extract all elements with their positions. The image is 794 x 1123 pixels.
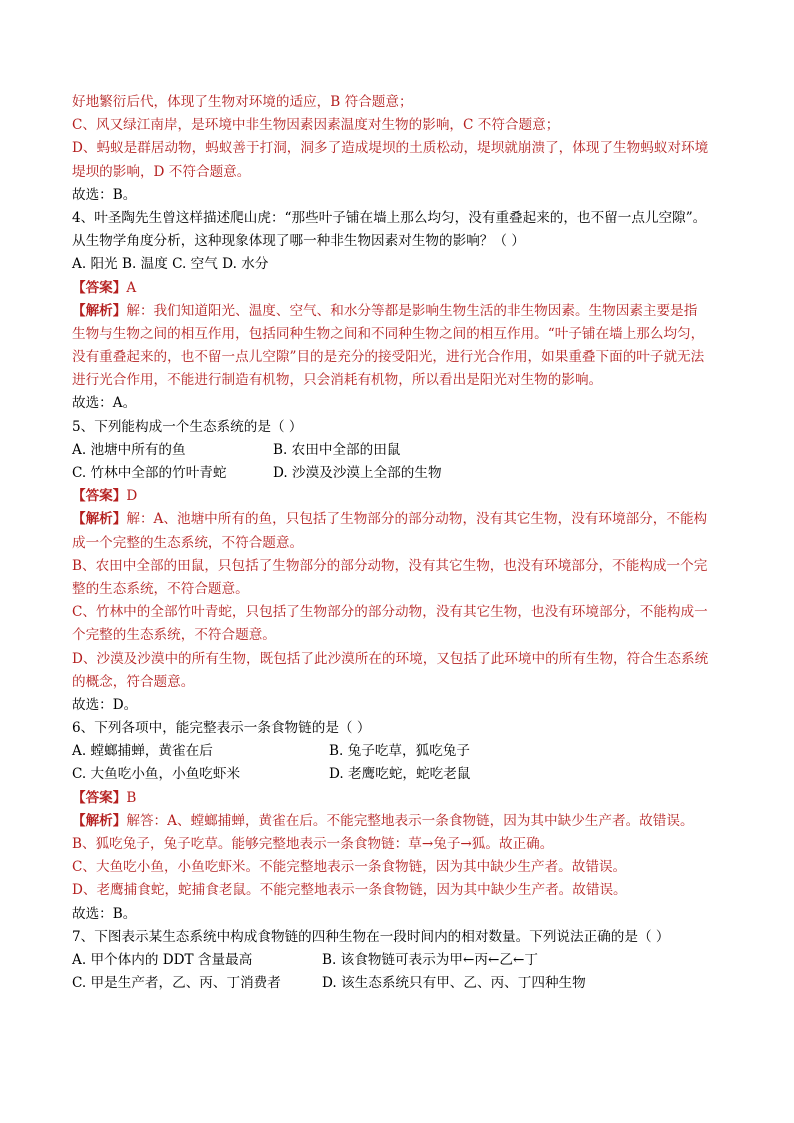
q7-option-d: D. 该生态系统只有甲、乙、丙、丁四种生物 <box>322 975 586 992</box>
q6-option-d: D. 老鹰吃蛇，蛇吃老鼠 <box>329 766 471 783</box>
q6-analysis-4: D、老鹰捕食蛇，蛇捕食老鼠。不能完整地表示一条食物链，因为其中缺少生产者。故错误。 <box>72 882 627 899</box>
q5-analysis-4: 整的生态系统，不符合题意。 <box>72 580 249 597</box>
q4-analysis-1 <box>72 300 732 323</box>
intro-choice: 故选：B。 <box>72 186 137 203</box>
q6-option-a: A. 螳螂捕蝉，黄雀在后 <box>72 743 213 760</box>
q5-answer: D <box>126 488 138 505</box>
q4-analysis-tag: 【解析】 <box>72 302 127 319</box>
q5-answer-line <box>72 485 732 508</box>
q4-answer-line <box>72 277 732 300</box>
q5-analysis-1 <box>72 508 732 531</box>
q5-option-b: B. 农田中全部的田鼠 <box>273 441 401 458</box>
q5-stem: 5、下列能构成一个生态系统的是（ ） <box>72 418 303 435</box>
q7-options-row-1 <box>72 949 732 972</box>
q5-analysis-3: B、农田中全部的田鼠，只包括了生物部分的部分动物，没有其它生物，也没有环境部分，不能构成一个完 <box>72 557 708 574</box>
q5-options-row-1 <box>72 439 732 462</box>
q4-stem-1: 4、叶圣陶先生曾这样描述爬山虎：“那些叶子铺在墙上那么均匀，没有重叠起来的，也不留一点儿空隙”。 <box>72 209 707 226</box>
document-page <box>72 91 732 995</box>
intro-line-1: 好地繁衍后代，体现了生物对环境的适应，B 符合题意； <box>72 94 413 110</box>
q6-stem: 6、下列各项中，能完整表示一条食物链的是（ ） <box>72 720 371 737</box>
q5-analysis-2: 成一个完整的生态系统，不符合题意。 <box>72 534 304 551</box>
q6-analysis-2: B、狐吃兔子，兔子吃草。能够完整地表示一条食物链：草→兔子→狐。故正确。 <box>72 836 554 852</box>
q5-options-row-2 <box>72 462 732 485</box>
q5-analysis-7: D、沙漠及沙漠中的所有生物，既包括了此沙漠所在的环境，又包括了此环境中的所有生物，符合生态系统 <box>72 650 709 667</box>
q4-analysis-2: 生物与生物之间的相互作用，包括同种生物之间和不同种生物之间的相互作用。“叶子铺在墙上那么均匀， <box>72 325 705 342</box>
q6-answer-tag: 【答案】 <box>72 789 127 806</box>
q5-analysis-6: 个完整的生态系统，不符合题意。 <box>72 627 276 644</box>
q4-options: A. 阳光 B. 温度 C. 空气 D. 水分 <box>72 256 269 273</box>
q7-option-c: C. 甲是生产者，乙、丙、丁消费者 <box>72 975 281 992</box>
intro-line-4: 堤坝的影响，D 不符合题意。 <box>72 163 251 180</box>
q4-choice: 故选：A。 <box>72 395 137 412</box>
intro-line-3: D、蚂蚁是群居动物，蚂蚁善于打洞，洞多了造成堤坝的土质松动，堤坝就崩溃了，体现了生物蚂蚁对环境 <box>72 140 709 157</box>
q6-options-row-2 <box>72 763 732 786</box>
q5-analysis-text-1: 解：A、池塘中所有的鱼，只包括了生物部分的部分动物，没有其它生物，没有环境部分，不能构 <box>126 511 708 528</box>
q5-option-c: C. 竹林中全部的竹叶青蛇 <box>72 465 227 481</box>
q5-choice: 故选：D。 <box>72 696 138 713</box>
q5-option-d: D. 沙漠及沙漠上全部的生物 <box>273 465 442 481</box>
q5-option-a: A. 池塘中所有的鱼 <box>72 441 186 458</box>
q4-answer: A <box>126 279 137 296</box>
intro-line-2: C、风又绿江南岸，是环境中非生物因素因素温度对生物的影响，C 不符合题意； <box>72 117 560 134</box>
q6-analysis-tag: 【解析】 <box>72 812 127 829</box>
q5-analysis-5: C、竹林中的全部竹叶青蛇，只包括了生物部分的部分动物，没有其它生物，也没有环境部分，不能构成一 <box>72 604 708 621</box>
q7-option-b: B. 该食物链可表示为甲←丙←乙←丁 <box>322 951 538 968</box>
q5-analysis-8: 的概念，符合题意。 <box>72 673 195 690</box>
q4-analysis-4: 进行光合作用，不能进行制造有机物，只会消耗有机物，所以看出是阳光对生物的影响。 <box>72 372 603 389</box>
q7-option-a: A. 甲个体内的 DDT 含量最高 <box>72 951 253 968</box>
q6-analysis-3: C、大鱼吃小鱼，小鱼吃虾米。不能完整地表示一条食物链，因为其中缺少生产者。故错误。 <box>72 859 627 876</box>
q5-answer-tag: 【答案】 <box>72 488 127 505</box>
q6-analysis-text-1: 解答：A、螳螂捕蝉，黄雀在后。不能完整地表示一条食物链，因为其中缺少生产者。故错误。 <box>126 812 694 829</box>
q5-analysis-tag: 【解析】 <box>72 511 127 528</box>
q6-answer-line <box>72 787 732 810</box>
q6-analysis-1 <box>72 810 732 833</box>
q6-options-row-1 <box>72 740 732 763</box>
q6-choice: 故选：B。 <box>72 905 137 922</box>
q4-stem-2: 从生物学角度分析，这种现象体现了哪一种非生物因素对生物的影响？（ ） <box>72 233 525 250</box>
q4-answer-tag: 【答案】 <box>72 279 127 296</box>
q4-analysis-3: 没有重叠起来的，也不留一点儿空隙”目的是充分的接受阳光，进行光合作用，如果重叠下面的叶子就无法 <box>72 349 705 366</box>
q4-analysis-text-1: 解：我们知道阳光、温度、空气、和水分等都是影响生物生活的非生物因素。生物因素主要是指 <box>126 302 698 319</box>
q6-answer: B <box>126 789 137 806</box>
q7-options-row-2 <box>72 972 732 995</box>
q7-stem: 7、下图表示某生态系统中构成食物链的四种生物在一段时间内的相对数量。下列说法正确的是（ ） <box>72 928 670 945</box>
q6-option-b: B. 兔子吃草，狐吃兔子 <box>329 743 470 760</box>
q6-option-c: C. 大鱼吃小鱼，小鱼吃虾米 <box>72 766 241 783</box>
